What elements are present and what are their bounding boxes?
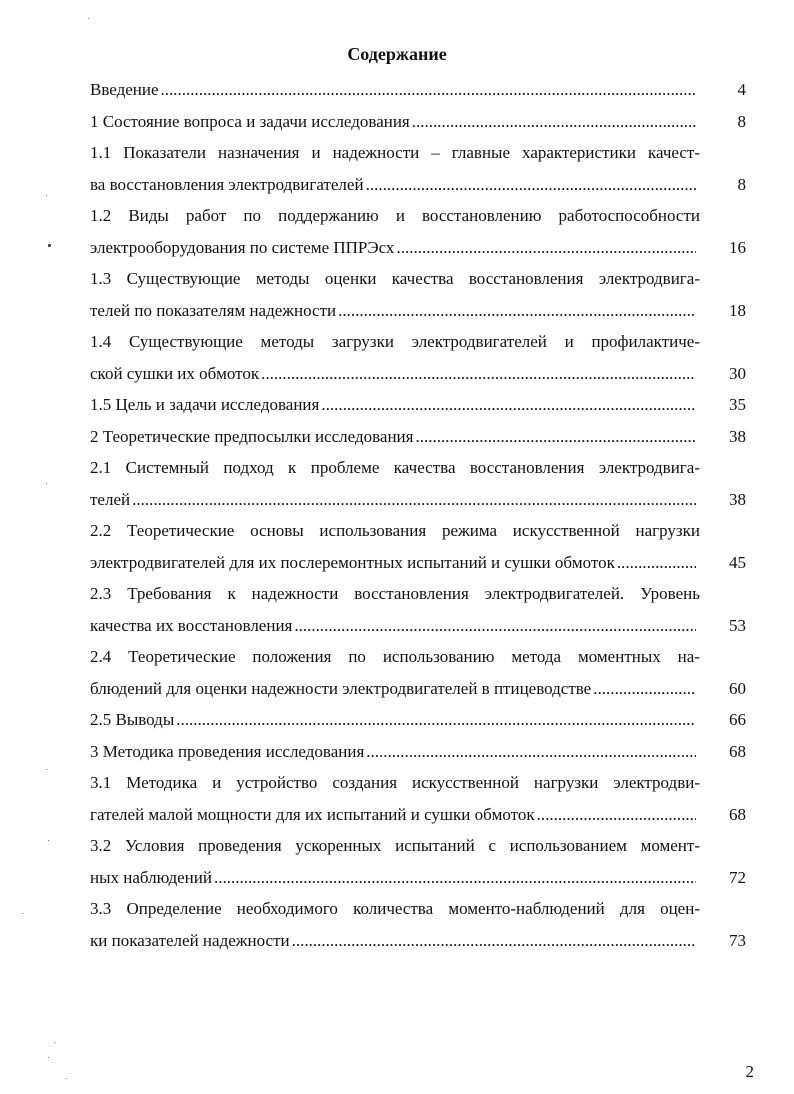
toc-page-number: 60 xyxy=(729,678,746,698)
dot-leader xyxy=(593,673,696,705)
dot-leader xyxy=(396,232,696,264)
toc-entry-title: ки показателей надежности xyxy=(90,930,290,950)
toc-entry xyxy=(90,515,746,578)
toc-entry-line xyxy=(90,106,746,138)
toc-entry-title: телей по показателям надежности xyxy=(90,300,337,320)
toc-page-number: 68 xyxy=(729,741,746,761)
toc-entry-title: 2 Теоретические предпосылки исследования xyxy=(90,426,414,446)
toc-entry xyxy=(90,830,746,893)
toc-entry-title: ва восстановления электродвигателей xyxy=(90,174,364,194)
toc-entry xyxy=(90,578,746,641)
dot-leader xyxy=(292,925,696,957)
toc-entry-title: блюдений для оценки надежности электродвигателей в птицеводстве xyxy=(90,678,592,698)
dot-leader xyxy=(214,862,696,894)
document-title: Содержание xyxy=(347,44,447,64)
toc-entry-line xyxy=(90,74,746,106)
toc-page-number: 66 xyxy=(729,710,746,729)
toc-entry-line: 2.2 Теоретические основы использования режима искусственной нагрузки xyxy=(90,521,700,540)
toc-entry xyxy=(90,74,746,106)
toc-entry xyxy=(90,704,746,736)
toc-page-number: 38 xyxy=(729,489,746,509)
toc-entry xyxy=(90,421,746,453)
toc-page-number: 73 xyxy=(729,930,746,950)
dot-leader xyxy=(537,799,696,831)
scan-speck xyxy=(46,483,47,484)
toc-entry-line: 2.3 Требования к надежности восстановления электродвигателей. Уровень xyxy=(90,584,700,603)
dot-leader xyxy=(161,74,696,106)
toc-page-number: 72 xyxy=(729,867,746,887)
toc-entry-line xyxy=(90,799,746,831)
toc-entry-line: 1.4 Существующие методы загрузки электродвигателей и профилактиче- xyxy=(90,332,700,351)
toc-entry-line: 3.3 Определение необходимого количества моменто-наблюдений для оцен- xyxy=(90,899,700,918)
toc-entry-line xyxy=(90,389,746,421)
toc-entry-line xyxy=(90,610,746,642)
toc-entry-line: 3.2 Условия проведения ускоренных испытаний с использованием момент- xyxy=(90,836,700,855)
scan-speck xyxy=(48,840,49,841)
toc-entry-line xyxy=(90,169,746,201)
toc-page-number: 35 xyxy=(729,395,746,414)
toc-entry xyxy=(90,641,746,704)
toc-page-number: 68 xyxy=(729,804,746,824)
toc-entry-line: 1.3 Существующие методы оценки качества восстановления электродвига- xyxy=(90,269,700,288)
toc-entry xyxy=(90,137,746,200)
toc-entry xyxy=(90,893,746,956)
toc-page-number: 45 xyxy=(729,552,746,572)
dot-leader xyxy=(617,547,696,579)
dot-leader xyxy=(261,358,696,390)
page-number: 2 xyxy=(745,1062,754,1081)
toc-entry xyxy=(90,106,746,138)
toc-entry-title: электрооборудования по системе ППРЭсх xyxy=(90,237,395,257)
toc-page-number: 4 xyxy=(737,80,746,99)
toc-entry-line xyxy=(90,673,746,705)
toc-entry-line xyxy=(90,358,746,390)
scan-speck xyxy=(88,18,89,19)
table-of-contents xyxy=(90,74,746,956)
toc-page-number: 8 xyxy=(737,111,746,131)
toc-entry xyxy=(90,389,746,421)
toc-entry xyxy=(90,736,746,768)
toc-entry-line: 1.2 Виды работ по поддержанию и восстановлению работоспособности xyxy=(90,206,700,225)
toc-entry-title: 1 Состояние вопроса и задачи исследования xyxy=(90,111,410,131)
toc-entry-line: 1.1 Показатели назначения и надежности – главные характеристики качест- xyxy=(90,143,700,162)
toc-entry-line xyxy=(90,736,746,768)
toc-entry-title: 2.5 Выводы xyxy=(90,710,175,729)
toc-entry-title: электродвигателей для их послеремонтных испытаний и сушки обмоток xyxy=(90,552,615,572)
toc-entry-title: ской сушки их обмоток xyxy=(90,363,260,383)
scan-speck xyxy=(48,1057,49,1058)
toc-entry-title: ных наблюдений xyxy=(90,867,212,887)
toc-entry-line xyxy=(90,421,746,453)
toc-entry-line xyxy=(90,232,746,264)
toc-entry-line xyxy=(90,295,746,327)
dot-leader xyxy=(366,736,696,768)
toc-entry xyxy=(90,452,746,515)
dot-leader xyxy=(338,295,696,327)
scan-speck xyxy=(54,1042,55,1043)
toc-page-number: 18 xyxy=(729,300,746,320)
toc-entry-title: Введение xyxy=(90,80,159,99)
dot-leader xyxy=(321,389,696,421)
toc-entry xyxy=(90,767,746,830)
scan-speck xyxy=(46,195,47,196)
toc-page-number: 16 xyxy=(729,237,746,257)
toc-entry-line xyxy=(90,862,746,894)
toc-entry-line: 2.1 Системный подход к проблеме качества восстановления электродвига- xyxy=(90,458,700,477)
toc-entry-line: 3.1 Методика и устройство создания искусственной нагрузки электродви- xyxy=(90,773,700,792)
toc-entry-title: 1.5 Цель и задачи исследования xyxy=(90,395,320,414)
scan-speck xyxy=(22,913,23,914)
toc-entry xyxy=(90,200,746,263)
dot-leader xyxy=(415,421,696,453)
toc-entry xyxy=(90,263,746,326)
toc-entry-line xyxy=(90,704,746,736)
toc-page-number: 30 xyxy=(729,363,746,383)
scan-speck xyxy=(48,244,51,247)
toc-entry-title: качества их восстановления xyxy=(90,615,293,635)
toc-entry-title: гателей малой мощности для их испытаний и сушки обмоток xyxy=(90,804,535,824)
toc-entry-line: 2.4 Теоретические положения по использованию метода моментных на- xyxy=(90,647,700,666)
dot-leader xyxy=(132,484,696,516)
dot-leader xyxy=(176,704,696,736)
dot-leader xyxy=(366,169,696,201)
toc-page-number: 38 xyxy=(729,426,746,446)
toc-page-number: 8 xyxy=(737,174,746,194)
dot-leader xyxy=(412,106,696,138)
toc-entry-line xyxy=(90,484,746,516)
toc-entry-title: телей xyxy=(90,489,131,509)
toc-entry xyxy=(90,326,746,389)
scan-speck xyxy=(66,1078,67,1079)
toc-page-number: 53 xyxy=(729,615,746,635)
toc-entry-line xyxy=(90,547,746,579)
toc-entry-title: 3 Методика проведения исследования xyxy=(90,741,365,761)
dot-leader xyxy=(294,610,696,642)
scan-speck xyxy=(46,769,47,770)
toc-entry-line xyxy=(90,925,746,957)
